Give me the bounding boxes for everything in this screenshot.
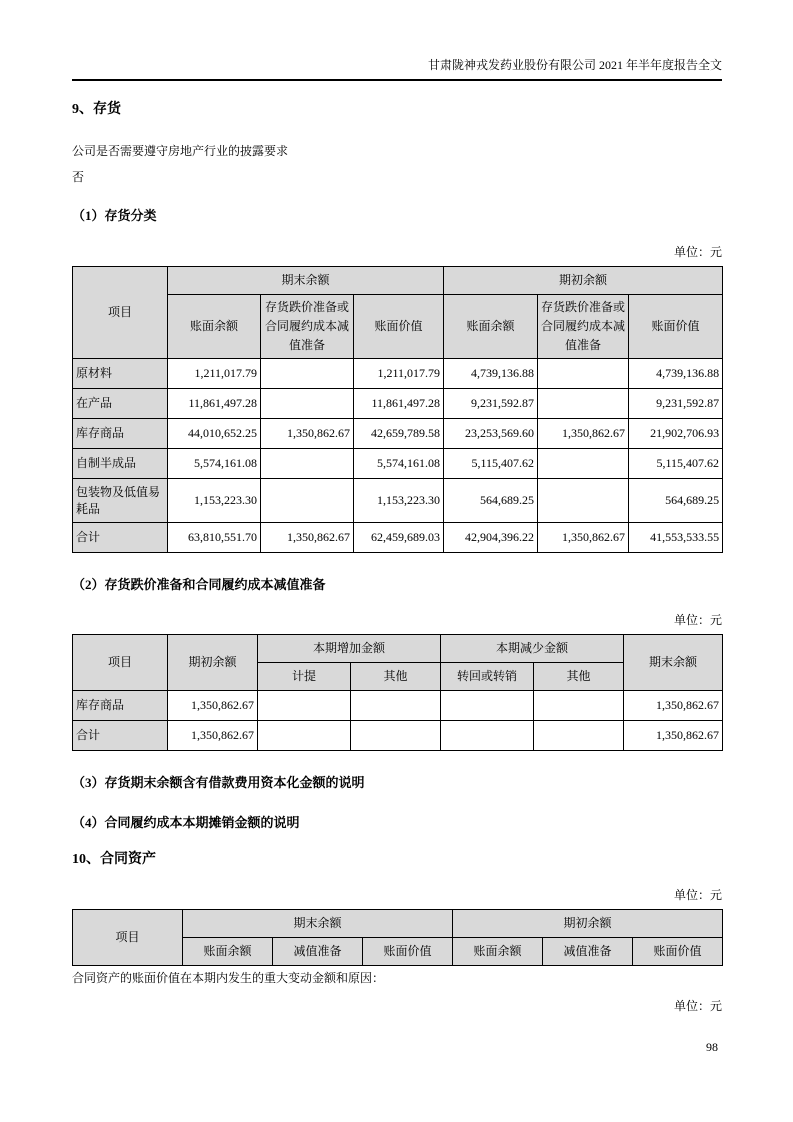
value-cell bbox=[261, 359, 354, 389]
value-cell bbox=[258, 691, 351, 721]
value-cell: 9,231,592.87 bbox=[444, 389, 538, 419]
column-header-book-balance: 账面余额 bbox=[453, 938, 543, 966]
column-header-book-balance: 账面余额 bbox=[444, 295, 538, 359]
value-cell bbox=[261, 449, 354, 479]
value-cell: 5,574,161.08 bbox=[354, 449, 444, 479]
value-cell bbox=[351, 691, 441, 721]
column-header-accrual: 计提 bbox=[258, 663, 351, 691]
value-cell: 11,861,497.28 bbox=[354, 389, 444, 419]
row-label-cell: 合计 bbox=[73, 523, 168, 553]
column-header-reversal: 转回或转销 bbox=[441, 663, 534, 691]
value-cell bbox=[534, 691, 624, 721]
value-cell: 564,689.25 bbox=[444, 479, 538, 523]
value-cell: 21,902,706.93 bbox=[629, 419, 723, 449]
contract-assets-note: 合同资产的账面价值在本期内发生的重大变动金额和原因： bbox=[72, 971, 385, 985]
value-cell: 44,010,652.25 bbox=[168, 419, 261, 449]
column-group-ending-balance: 期末余额 bbox=[183, 910, 453, 938]
column-header-impairment: 减值准备 bbox=[273, 938, 363, 966]
column-header-ending-balance: 期末余额 bbox=[624, 635, 723, 691]
table-row bbox=[73, 523, 723, 553]
row-label-cell: 包装物及低值易耗品 bbox=[73, 479, 168, 523]
column-group-beginning-balance: 期初余额 bbox=[453, 910, 723, 938]
value-cell bbox=[441, 721, 534, 751]
value-cell: 1,211,017.79 bbox=[168, 359, 261, 389]
column-header-book-balance: 账面余额 bbox=[183, 938, 273, 966]
unit-label-4: 单位：元 bbox=[673, 999, 722, 1013]
column-header-book-value: 账面价值 bbox=[363, 938, 453, 966]
inventory-provision-table bbox=[72, 634, 723, 751]
value-cell: 1,350,862.67 bbox=[168, 721, 258, 751]
value-cell: 42,904,396.22 bbox=[444, 523, 538, 553]
value-cell: 42,659,789.58 bbox=[354, 419, 444, 449]
value-cell bbox=[351, 721, 441, 751]
unit-label-1: 单位：元 bbox=[673, 245, 722, 259]
row-label-cell: 原材料 bbox=[73, 359, 168, 389]
unit-label-2: 单位：元 bbox=[673, 613, 722, 627]
value-cell bbox=[538, 479, 629, 523]
value-cell bbox=[538, 449, 629, 479]
column-header-book-value: 账面价值 bbox=[629, 295, 723, 359]
column-header-provision: 存货跌价准备或合同履约成本减值准备 bbox=[261, 295, 354, 359]
value-cell bbox=[538, 389, 629, 419]
row-label-cell: 库存商品 bbox=[73, 419, 168, 449]
column-header-book-value: 账面价值 bbox=[354, 295, 444, 359]
value-cell: 4,739,136.88 bbox=[444, 359, 538, 389]
row-label-cell: 合计 bbox=[73, 721, 168, 751]
row-label-cell: 库存商品 bbox=[73, 691, 168, 721]
value-cell: 1,153,223.30 bbox=[354, 479, 444, 523]
value-cell bbox=[441, 691, 534, 721]
table-row bbox=[73, 479, 723, 523]
page-content bbox=[72, 0, 722, 1013]
value-cell bbox=[261, 389, 354, 419]
value-cell: 5,115,407.62 bbox=[629, 449, 723, 479]
subsection-3-heading: （3）存货期末余额含有借款费用资本化金额的说明 bbox=[72, 775, 365, 790]
section-9-heading: 9、存货 bbox=[72, 102, 121, 117]
value-cell: 62,459,689.03 bbox=[354, 523, 444, 553]
value-cell: 1,350,862.67 bbox=[624, 691, 723, 721]
value-cell: 11,861,497.28 bbox=[168, 389, 261, 419]
column-header-item: 项目 bbox=[73, 267, 168, 359]
table-row bbox=[73, 359, 723, 389]
subsection-4-heading: （4）合同履约成本本期摊销金额的说明 bbox=[72, 815, 300, 830]
value-cell: 63,810,551.70 bbox=[168, 523, 261, 553]
row-label-cell: 自制半成品 bbox=[73, 449, 168, 479]
value-cell bbox=[538, 359, 629, 389]
disclosure-answer: 否 bbox=[72, 170, 85, 184]
value-cell: 1,350,862.67 bbox=[168, 691, 258, 721]
value-cell: 41,553,533.55 bbox=[629, 523, 723, 553]
column-header-other: 其他 bbox=[534, 663, 624, 691]
column-header-book-balance: 账面余额 bbox=[168, 295, 261, 359]
inventory-classification-table bbox=[72, 266, 723, 553]
row-label-cell: 在产品 bbox=[73, 389, 168, 419]
table-row bbox=[73, 389, 723, 419]
table-row bbox=[73, 419, 723, 449]
value-cell bbox=[258, 721, 351, 751]
value-cell: 1,350,862.67 bbox=[538, 523, 629, 553]
value-cell: 1,153,223.30 bbox=[168, 479, 261, 523]
value-cell: 1,350,862.67 bbox=[261, 523, 354, 553]
table-row bbox=[73, 691, 723, 721]
table-row bbox=[73, 449, 723, 479]
value-cell: 5,574,161.08 bbox=[168, 449, 261, 479]
disclosure-question: 公司是否需要遵守房地产行业的披露要求 bbox=[72, 144, 289, 158]
column-header-beginning-balance: 期初余额 bbox=[168, 635, 258, 691]
column-group-current-increase: 本期增加金额 bbox=[258, 635, 441, 663]
value-cell: 5,115,407.62 bbox=[444, 449, 538, 479]
column-group-beginning-balance: 期初余额 bbox=[444, 267, 723, 295]
page-number: 98 bbox=[706, 1040, 718, 1054]
unit-label-3: 单位：元 bbox=[673, 888, 722, 902]
column-header-provision: 存货跌价准备或合同履约成本减值准备 bbox=[538, 295, 629, 359]
column-group-current-decrease: 本期减少金额 bbox=[441, 635, 624, 663]
table-row bbox=[73, 721, 723, 751]
report-header-title: 甘肃陇神戎发药业股份有限公司 2021 年半年度报告全文 bbox=[72, 58, 722, 81]
contract-assets-table bbox=[72, 909, 723, 966]
value-cell: 9,231,592.87 bbox=[629, 389, 723, 419]
subsection-1-heading: （1）存货分类 bbox=[72, 208, 157, 223]
value-cell bbox=[534, 721, 624, 751]
section-10-heading: 10、合同资产 bbox=[72, 852, 156, 867]
value-cell: 564,689.25 bbox=[629, 479, 723, 523]
value-cell: 23,253,569.60 bbox=[444, 419, 538, 449]
value-cell: 1,350,862.67 bbox=[624, 721, 723, 751]
column-group-ending-balance: 期末余额 bbox=[168, 267, 444, 295]
value-cell: 4,739,136.88 bbox=[629, 359, 723, 389]
value-cell bbox=[261, 479, 354, 523]
column-header-item: 项目 bbox=[73, 910, 183, 966]
column-header-book-value: 账面价值 bbox=[633, 938, 723, 966]
value-cell: 1,211,017.79 bbox=[354, 359, 444, 389]
column-header-item: 项目 bbox=[73, 635, 168, 691]
column-header-impairment: 减值准备 bbox=[543, 938, 633, 966]
value-cell: 1,350,862.67 bbox=[261, 419, 354, 449]
subsection-2-heading: （2）存货跌价准备和合同履约成本减值准备 bbox=[72, 577, 326, 592]
value-cell: 1,350,862.67 bbox=[538, 419, 629, 449]
column-header-other: 其他 bbox=[351, 663, 441, 691]
